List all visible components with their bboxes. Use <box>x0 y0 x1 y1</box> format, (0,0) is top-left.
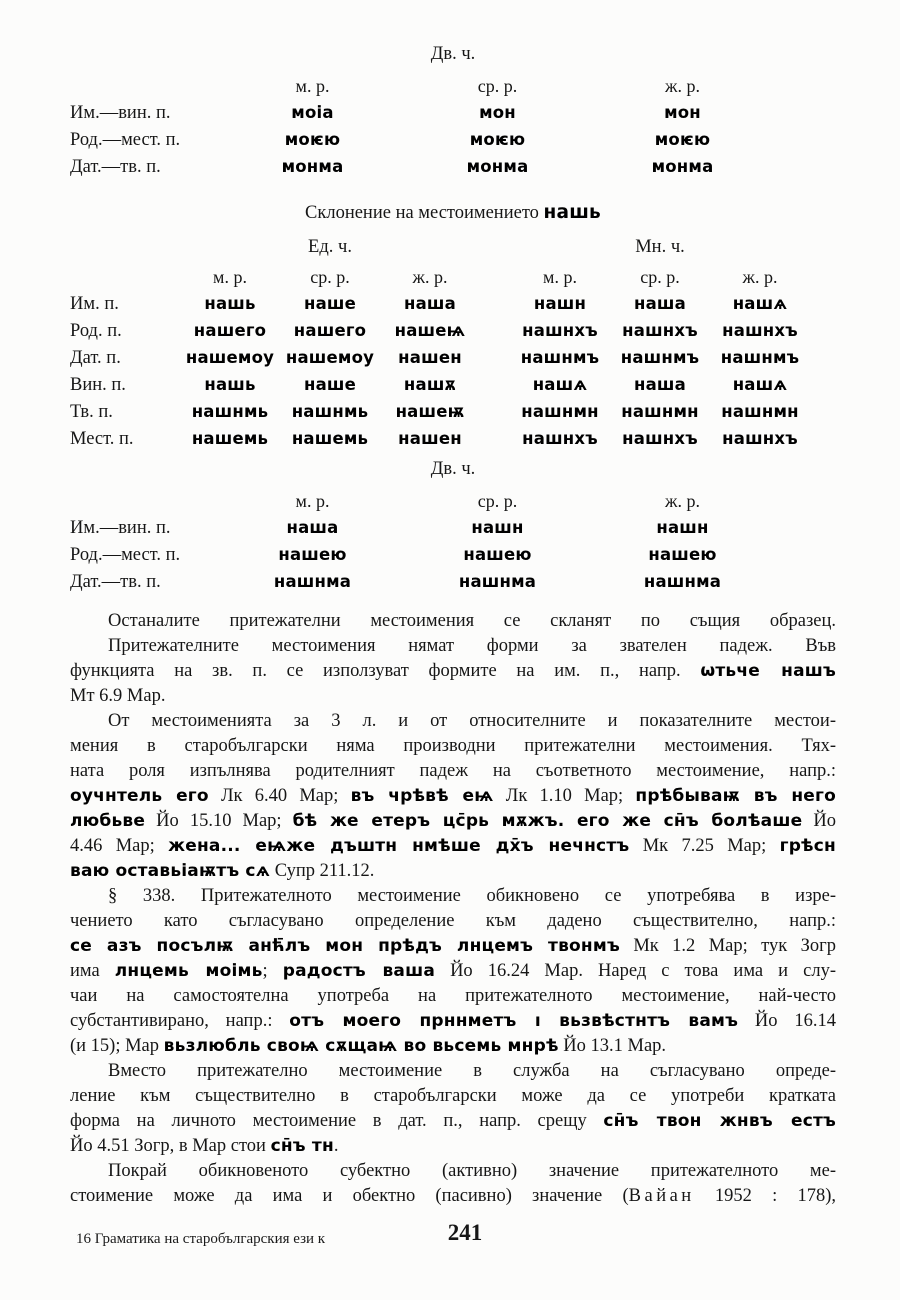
body-text-segment: 1952 : 178), <box>694 1186 836 1206</box>
body-line <box>70 884 836 909</box>
paragraph <box>70 709 836 884</box>
ocs-quote: ѡтьче нашъ <box>700 661 836 681</box>
form-cell: нашнма <box>273 572 352 591</box>
body-line <box>70 784 836 809</box>
form-cell: монма <box>651 157 714 176</box>
ocs-quote: се азъ посълѭ анћ̄лъ мон прѣдъ лнцемъ твонмъ <box>70 936 620 956</box>
form-cell: моіа <box>291 103 334 122</box>
body-text-segment: субстантивирано, напр.: <box>70 1011 290 1031</box>
declension-table-moi-dual <box>70 44 836 184</box>
case-label: Дат.—тв. п. <box>70 157 161 177</box>
form-cell: монма <box>281 157 344 176</box>
body-text-segment: Лк 6.40 Мар; <box>208 786 351 806</box>
body-line <box>70 1084 836 1109</box>
body-line <box>70 984 836 1009</box>
form-cell: нашнмь <box>291 402 369 421</box>
table-row <box>70 130 836 157</box>
form-cell: нашнмн <box>721 402 799 421</box>
ocs-quote: любьве <box>70 811 146 831</box>
gender-column-header: м. р. <box>295 76 330 96</box>
form-cell: нашего <box>193 321 267 340</box>
body-text-segment: Вайан <box>628 1186 695 1206</box>
form-cell: моѥю <box>284 130 341 149</box>
form-cell: нашемоу <box>185 348 275 367</box>
form-cell: мон <box>479 103 516 122</box>
gender-column-header: ср. р. <box>477 76 518 96</box>
case-label: Тв. п. <box>70 402 113 422</box>
form-cell: нашнхъ <box>522 321 598 340</box>
spacer <box>480 237 510 262</box>
body-line <box>70 1134 836 1159</box>
gender-header-row <box>70 76 836 103</box>
paragraph <box>70 1159 836 1209</box>
body-line <box>70 934 836 959</box>
table-row <box>70 348 836 375</box>
form-cell: нашеѭ <box>395 402 465 421</box>
ocs-quote: вьзлюбль своѩ сѫщаѩ во вьсемь мнрѣ <box>163 1036 559 1056</box>
ocs-quote: радостъ ваша <box>282 961 436 981</box>
body-line <box>70 909 836 934</box>
case-label: Им. п. <box>70 294 119 314</box>
body-text-segment: ната роля изпълнява родителният падеж на съответното местоимение, напр.: <box>70 761 836 781</box>
body-text <box>70 609 836 1209</box>
form-cell: наше <box>303 294 357 313</box>
section-heading-word-ocs: нашь <box>543 202 601 223</box>
running-footer: 16 Граматика на старобългарския ези к <box>76 1231 326 1247</box>
group-header-singular: Ед. ч. <box>308 237 352 257</box>
table-row <box>70 545 836 572</box>
body-text-segment: Йо <box>802 811 836 831</box>
body-line <box>70 1034 836 1059</box>
table-row <box>70 572 836 599</box>
form-cell: нашнхъ <box>622 321 698 340</box>
body-text-segment: форма на личното местоимение в дат. п., напр. срещу <box>70 1111 604 1131</box>
form-cell: нашн <box>656 518 709 537</box>
form-cell: нашнхъ <box>722 321 798 340</box>
form-cell: наше <box>303 375 357 394</box>
declension-table-nash <box>70 237 836 456</box>
body-line <box>70 634 836 659</box>
body-text-segment: . <box>333 1136 339 1156</box>
case-label: Мест. п. <box>70 429 134 449</box>
gender-column-header: ж. р. <box>742 267 778 287</box>
table-row <box>70 294 836 321</box>
table-row <box>70 103 836 130</box>
body-text-segment: Йо 13.1 Мар. <box>558 1036 667 1056</box>
section-heading-text: Склонение на местоимението <box>305 203 544 223</box>
form-cell: наша <box>286 518 339 537</box>
table-title: Дв. ч. <box>430 459 476 479</box>
form-cell: нашь <box>204 294 256 313</box>
ocs-quote: сн̄ъ тн <box>270 1136 334 1156</box>
form-cell: моѥю <box>654 130 711 149</box>
gender-column-header: м. р. <box>213 267 247 287</box>
gender-header-row <box>70 267 836 294</box>
body-text-segment: 4.46 Мар; <box>70 836 169 856</box>
body-text-segment: Йо 16.14 <box>738 1011 836 1031</box>
ocs-quote: прѣбываѭ въ него <box>635 786 836 806</box>
gender-column-header: ср. р. <box>640 267 680 287</box>
form-cell: нашнма <box>643 572 722 591</box>
body-line <box>70 609 836 634</box>
body-text-segment: Притежателните местоимения нямат форми за звателен падеж. Във <box>108 636 836 656</box>
body-text-segment: ление към съществително в старобългарски може да се употреби кратката <box>70 1086 836 1106</box>
table-title: Дв. ч. <box>430 44 476 64</box>
body-text-segment: мения в старобългарски няма производни притежателни местоимения. Тях- <box>70 736 836 756</box>
body-line <box>70 709 836 734</box>
body-line <box>70 859 836 884</box>
ocs-quote: отъ моего прннметъ ı вьзвѣстнтъ вамъ <box>289 1011 739 1031</box>
body-text-segment: стоимение може да има и обектно (пасивно) значение ( <box>70 1186 629 1206</box>
body-line <box>70 834 836 859</box>
spacer <box>70 237 180 262</box>
case-label: Им.—вин. п. <box>70 103 171 123</box>
case-label: Род.—мест. п. <box>70 545 181 565</box>
form-cell: мон <box>664 103 701 122</box>
form-cell: нашемь <box>191 429 269 448</box>
declension-table-nash-dual <box>70 459 836 599</box>
body-text-segment: има <box>70 961 115 981</box>
gender-column-header: ж. р. <box>665 491 700 511</box>
body-line <box>70 734 836 759</box>
form-cell: нашен <box>398 348 462 367</box>
case-label: Дат. п. <box>70 348 121 368</box>
gender-column-header: ж. р. <box>665 76 700 96</box>
form-cell: нашѧ <box>732 294 788 313</box>
body-line <box>70 1009 836 1034</box>
ocs-quote: сн̄ъ твон жнвъ естъ <box>603 1111 837 1131</box>
form-cell: нашею <box>463 545 532 564</box>
paragraph <box>70 1059 836 1159</box>
body-text-segment: § 338. Притежателното местоимение обикновено се употребява в изре- <box>108 886 836 906</box>
page-number: 241 <box>447 1220 483 1245</box>
form-cell: нашѧ <box>532 375 588 394</box>
ocs-quote: въ чрѣвѣ еѩ <box>350 786 494 806</box>
body-line <box>70 684 836 709</box>
case-label: Вин. п. <box>70 375 126 395</box>
case-label: Род. п. <box>70 321 122 341</box>
body-text-segment: От местоименията за 3 л. и от относителните и показателните местои- <box>108 711 836 731</box>
body-line <box>70 1059 836 1084</box>
number-group-headers <box>70 237 836 262</box>
form-cell: моѥю <box>469 130 526 149</box>
body-text-segment: Йо 4.51 Зогр, в Мар стои <box>70 1136 271 1156</box>
ocs-quote: лнцемь моімь <box>114 961 263 981</box>
form-cell: нашнмъ <box>620 348 700 367</box>
form-cell: нашнмн <box>621 402 699 421</box>
body-text-segment: Лк 1.10 Мар; <box>493 786 636 806</box>
body-line <box>70 759 836 784</box>
table-row <box>70 157 836 184</box>
body-line <box>70 659 836 684</box>
form-cell: нашь <box>204 375 256 394</box>
form-cell: наша <box>634 375 686 394</box>
form-cell: нашен <box>398 429 462 448</box>
body-text-segment: чението като съгласувано определение към дадено съществително, напр.: <box>70 911 836 931</box>
case-label: Род.—мест. п. <box>70 130 181 150</box>
gender-header-row <box>70 491 836 518</box>
gender-column-header: м. р. <box>295 491 330 511</box>
body-text-segment: Вместо притежателно местоимение в служба на съгласувано опреде- <box>108 1061 836 1081</box>
ocs-quote: грѣсн <box>779 836 836 856</box>
form-cell: нашн <box>471 518 524 537</box>
gender-column-header: ср. р. <box>310 267 350 287</box>
body-line <box>70 959 836 984</box>
body-text-segment: функцията на зв. п. се използуват формите на им. п., напр. <box>70 661 701 681</box>
body-text-segment: Йо 15.10 Мар; <box>145 811 293 831</box>
body-text-segment: Супр 211.12. <box>270 861 375 881</box>
form-cell: нашемоу <box>285 348 375 367</box>
form-cell: наша <box>404 294 456 313</box>
form-cell: нашею <box>278 545 347 564</box>
body-text-segment: (и 15); Мар <box>70 1036 164 1056</box>
body-text-segment: Мк 7.25 Мар; <box>629 836 780 856</box>
form-cell: нашнхъ <box>522 429 598 448</box>
form-cell: нашнхъ <box>722 429 798 448</box>
paragraph <box>70 634 836 709</box>
table-row <box>70 321 836 348</box>
body-line <box>70 1109 836 1134</box>
table-row <box>70 518 836 545</box>
form-cell: нашнмь <box>191 402 269 421</box>
form-cell: нашн <box>533 294 587 313</box>
form-cell: нашнхъ <box>622 429 698 448</box>
body-text-segment: Покрай обикновеното субектно (активно) значение притежателното ме- <box>108 1161 836 1181</box>
section-heading <box>70 202 836 224</box>
case-label: Дат.—тв. п. <box>70 572 161 592</box>
form-cell: нашнма <box>458 572 537 591</box>
form-cell: нашемь <box>291 429 369 448</box>
gender-column-header: ж. р. <box>412 267 448 287</box>
case-label: Им.—вин. п. <box>70 518 171 538</box>
gender-column-header: ср. р. <box>477 491 518 511</box>
table-row <box>70 402 836 429</box>
body-text-segment: ; <box>262 961 283 981</box>
paragraph <box>70 884 836 1059</box>
group-header-plural: Мн. ч. <box>635 237 685 257</box>
form-cell: нашнмъ <box>720 348 800 367</box>
body-text-segment: Останалите притежателни местоимения се скланят по същия образец. <box>108 611 836 631</box>
form-cell: монма <box>466 157 529 176</box>
form-cell: нашего <box>293 321 367 340</box>
form-cell: нашею <box>648 545 717 564</box>
body-text-segment: чаи на самостоятелна употреба на притежателното местоимение, най-често <box>70 986 836 1006</box>
ocs-quote: оучнтель его <box>70 786 209 806</box>
form-cell: нашѫ <box>403 375 457 394</box>
body-line <box>70 1184 836 1209</box>
form-cell: нашнмъ <box>520 348 600 367</box>
gender-column-header: м. р. <box>543 267 577 287</box>
ocs-quote: бѣ же етеръ цс̄рь мѫжъ. его же сн̄ъ болѣаше <box>292 811 803 831</box>
form-cell: нашеѩ <box>394 321 466 340</box>
form-cell: нашѧ <box>732 375 788 394</box>
ocs-quote: жена... еѩже дъштн нмѣше дх̄ъ нечнстъ <box>168 836 630 856</box>
body-text-segment: Мк 1.2 Мар; тук Зогр <box>619 936 836 956</box>
form-cell: наша <box>634 294 686 313</box>
body-text-segment: Йо 16.24 Мар. Наред с това има и слу- <box>435 961 836 981</box>
table-row <box>70 429 836 456</box>
body-line <box>70 1159 836 1184</box>
form-cell: нашнмн <box>521 402 599 421</box>
ocs-quote: ваю оставьіаѭтъ сѧ <box>70 861 271 881</box>
paragraph <box>70 609 836 634</box>
table-row <box>70 375 836 402</box>
body-line <box>70 809 836 834</box>
body-text-segment: Мт 6.9 Мар. <box>70 686 166 706</box>
